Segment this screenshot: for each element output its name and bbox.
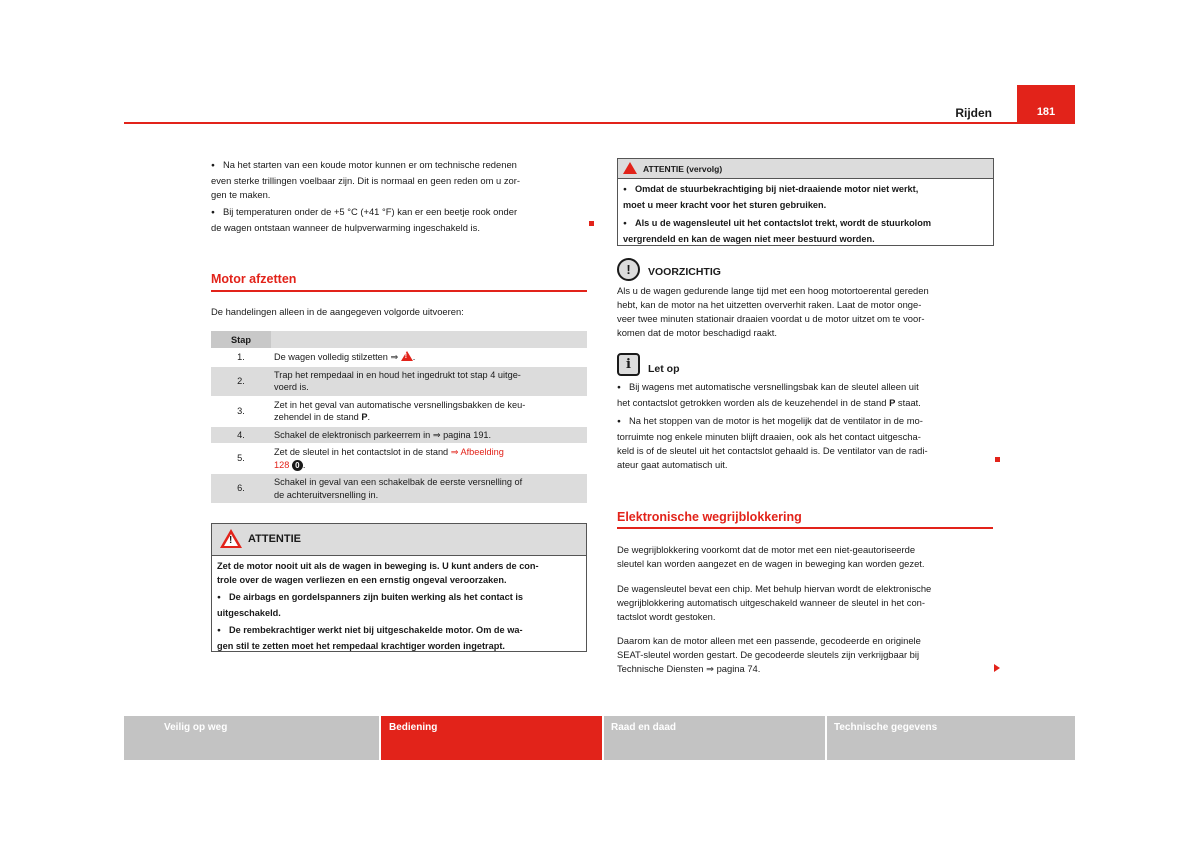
attentie-continued-body	[618, 179, 993, 246]
table-row	[211, 366, 587, 396]
attentie-line: trole over de wagen verliezen en een ernstig ongeval veroorzaken.	[217, 575, 507, 585]
attentie-continued-header	[618, 159, 993, 179]
letop-title: Let op	[648, 363, 680, 375]
gear-position: P	[889, 397, 896, 408]
step-line: Zet in het geval van automatische versnellingsbakken de keu-	[274, 399, 526, 410]
step-line-end: .	[367, 412, 371, 422]
attentie-line: ● Als u de wagensleutel uit het contactslot trekt, wordt de stuurkolom	[623, 216, 988, 232]
paragraph-line: De wagensleutel bevat een chip. Met behulp hiervan wordt de elektronische	[617, 583, 932, 594]
step-line: Zet de sleutel in het contactslot in de stand	[274, 447, 451, 457]
step-line: de achteruitversnelling in.	[274, 489, 379, 500]
step-line: De wagen volledig stilzetten ⇒	[274, 352, 401, 362]
footer-tab-label: Veilig op weg	[164, 722, 228, 733]
intro-bullet-2	[211, 205, 587, 235]
attentie-line: ● De airbags en gordelspanners zijn buiten werking als het contact is	[217, 590, 581, 606]
table-header-blank	[271, 331, 587, 349]
step-text	[271, 426, 587, 444]
step-number: 2.	[211, 366, 271, 396]
wegrij-paragraph-1	[617, 543, 993, 571]
continue-arrow-icon	[994, 664, 1000, 672]
letop-line-end: staat.	[895, 397, 921, 408]
footer-tab-label: Raad en daad	[611, 722, 677, 733]
table-row	[211, 426, 587, 444]
letop-line: ateur gaat automatisch uit.	[617, 459, 728, 470]
attentie-line: vergrendeld en kan de wagen niet meer bestuurd worden.	[623, 234, 875, 244]
footer-tab-raad-en-daad[interactable]	[604, 716, 825, 760]
footer-tab-label: Bediening	[389, 722, 438, 733]
voorzichtig-title: VOORZICHTIG	[648, 266, 721, 278]
step-line-end: .	[302, 459, 306, 470]
paragraph-line: SEAT-sleutel worden gestart. De gecodeerde sleutels zijn verkrijgbaar bij	[617, 649, 920, 660]
bullet-line: de wagen ontstaan wanneer de hulpverwarming ingeschakeld is.	[211, 222, 480, 233]
end-square-icon	[589, 221, 594, 226]
step-number: 5.	[211, 444, 271, 474]
letop-line: ● Na het stoppen van de motor is het mogelijk dat de ventilator in de mo-	[617, 414, 993, 430]
attentie-box	[211, 523, 587, 652]
step-line: voerd is.	[274, 382, 309, 392]
steps-intro: De handelingen alleen in de aangegeven volgorde uitvoeren:	[211, 306, 464, 317]
table-header-stap: Stap	[211, 331, 271, 349]
bullet-line: ● Na het starten van een koude motor kunnen er om technische redenen	[211, 158, 587, 174]
figure-link-number[interactable]: 128	[274, 459, 292, 470]
bullet-line: even sterke trillingen voelbaar zijn. Dit is normaal en geen reden om u zor-	[211, 175, 521, 186]
table-row	[211, 349, 587, 367]
step-line: Trap het rempedaal in en houd het ingedrukt tot stap 4 uitge-	[274, 369, 521, 380]
voorzichtig-line: Als u de wagen gedurende lange tijd met een hoog motortoerental gereden	[617, 285, 929, 296]
voorzichtig-line: komen dat de motor beschadigd raakt.	[617, 327, 777, 338]
step-text	[271, 396, 587, 426]
attentie-continued-title: ATTENTIE (vervolg)	[643, 164, 723, 174]
attentie-line: ● De rembekrachtiger werkt niet bij uitgeschakelde motor. Om de wa-	[217, 623, 581, 639]
step-line: zehendel in de stand	[274, 412, 362, 422]
step-text	[271, 366, 587, 396]
letop-line: het contactslot getrokken worden als de keuzehendel in de stand	[617, 397, 890, 408]
paragraph-line: Technische Diensten ⇒ pagina 74.	[617, 663, 761, 674]
attentie-line: ● Omdat de stuurbekrachtiging bij niet-draaiende motor niet werkt,	[623, 182, 988, 198]
attentie-body	[212, 556, 586, 653]
table-header-row	[211, 331, 587, 349]
footer-tab-veilig-op-weg[interactable]	[124, 716, 379, 760]
step-number: 1.	[211, 349, 271, 367]
header-rule	[124, 122, 1075, 124]
warning-triangle-icon	[401, 351, 413, 361]
step-number: 4.	[211, 426, 271, 444]
attentie-header	[212, 524, 586, 556]
step-line: Schakel de elektronisch parkeerrem in ⇒ pagina 191.	[274, 429, 492, 440]
attentie-line: moet u meer kracht voor het sturen gebruiken.	[623, 200, 827, 210]
table-row	[211, 444, 587, 474]
step-text	[271, 474, 587, 504]
paragraph-line: sleutel kan worden aangezet en de wagen in beweging kan worden gezet.	[617, 558, 925, 569]
footer-tab-technische-gegevens[interactable]	[827, 716, 1075, 760]
page-number-box	[1017, 85, 1075, 124]
caution-circle-icon: !	[617, 258, 640, 281]
section-rule	[211, 290, 587, 292]
attentie-continued-box	[617, 158, 994, 246]
table-row	[211, 474, 587, 504]
paragraph-line: De wegrijblokkering voorkomt dat de motor met een niet-geautoriseerde	[617, 544, 916, 555]
footer-tab-label: Technische gegevens	[834, 722, 938, 733]
footer-tab-bediening[interactable]	[381, 716, 602, 760]
figure-link[interactable]: ⇒ Afbeelding	[450, 447, 504, 457]
page-number: 181	[1036, 106, 1056, 118]
paragraph-line: tactslot wordt gestoken.	[617, 611, 716, 622]
attentie-title: ATTENTIE	[248, 533, 301, 545]
step-text: De wagen volledig stilzetten ⇒ !.	[271, 349, 587, 367]
letop-line: torruimte nog enkele minuten blijft draaien, ook als het contact uitgescha-	[617, 431, 921, 442]
letop-line: ● Bij wagens met automatische versnellingsbak kan de sleutel alleen uit	[617, 380, 993, 396]
steps-table	[211, 331, 587, 503]
wegrij-paragraph-3	[617, 634, 993, 676]
step-text	[271, 444, 587, 474]
wegrij-paragraph-2	[617, 582, 993, 624]
paragraph-line: Daarom kan de motor alleen met een passende, gecodeerde en originele	[617, 635, 921, 646]
attentie-line: gen stil te zetten moet het rempedaal krachtiger worden ingetrapt.	[217, 641, 505, 651]
letop-line: keld is of de sleutel uit het contactslot gehaald is. De ventilator van de radi-	[617, 445, 928, 456]
step-number: 3.	[211, 396, 271, 426]
section-title-motor-afzetten: Motor afzetten	[211, 272, 297, 286]
voorzichtig-line: hebt, kan de motor na het uitzetten oververhit raken. Laat de motor onge-	[617, 299, 922, 310]
bullet-line: gen te maken.	[211, 189, 271, 200]
attentie-line: Zet de motor nooit uit als de wagen in beweging is. U kunt anders de con-	[217, 561, 539, 571]
voorzichtig-body	[617, 284, 993, 340]
warning-triangle-icon	[623, 162, 637, 174]
section-rule	[617, 527, 993, 529]
table-row	[211, 396, 587, 426]
letop-body	[617, 380, 993, 472]
gear-position: P	[361, 412, 368, 422]
chapter-title: Rijden	[955, 106, 992, 120]
warning-triangle-icon	[220, 529, 242, 548]
figure-callout-badge: 0	[292, 460, 303, 471]
section-title-wegrijblokkering: Elektronische wegrijblokkering	[617, 510, 802, 524]
step-line: Schakel in geval van een schakelbak de eerste versnelling of	[274, 477, 523, 487]
paragraph-line: wegrijblokkering automatisch uitgeschakeld wanneer de sleutel in het con-	[617, 597, 925, 608]
voorzichtig-line: veer twee minuten stationair draaien voordat u de motor uitzet om te voor-	[617, 313, 925, 324]
intro-bullet-1	[211, 158, 587, 202]
info-icon: i	[617, 353, 640, 376]
warning-triangle-mark: !	[229, 535, 233, 546]
bullet-line: ● Bij temperaturen onder de +5 °C (+41 °F) kan er een beetje rook onder	[211, 205, 587, 221]
step-number: 6.	[211, 474, 271, 504]
attentie-line: uitgeschakeld.	[217, 608, 281, 618]
end-square-icon	[995, 457, 1000, 462]
